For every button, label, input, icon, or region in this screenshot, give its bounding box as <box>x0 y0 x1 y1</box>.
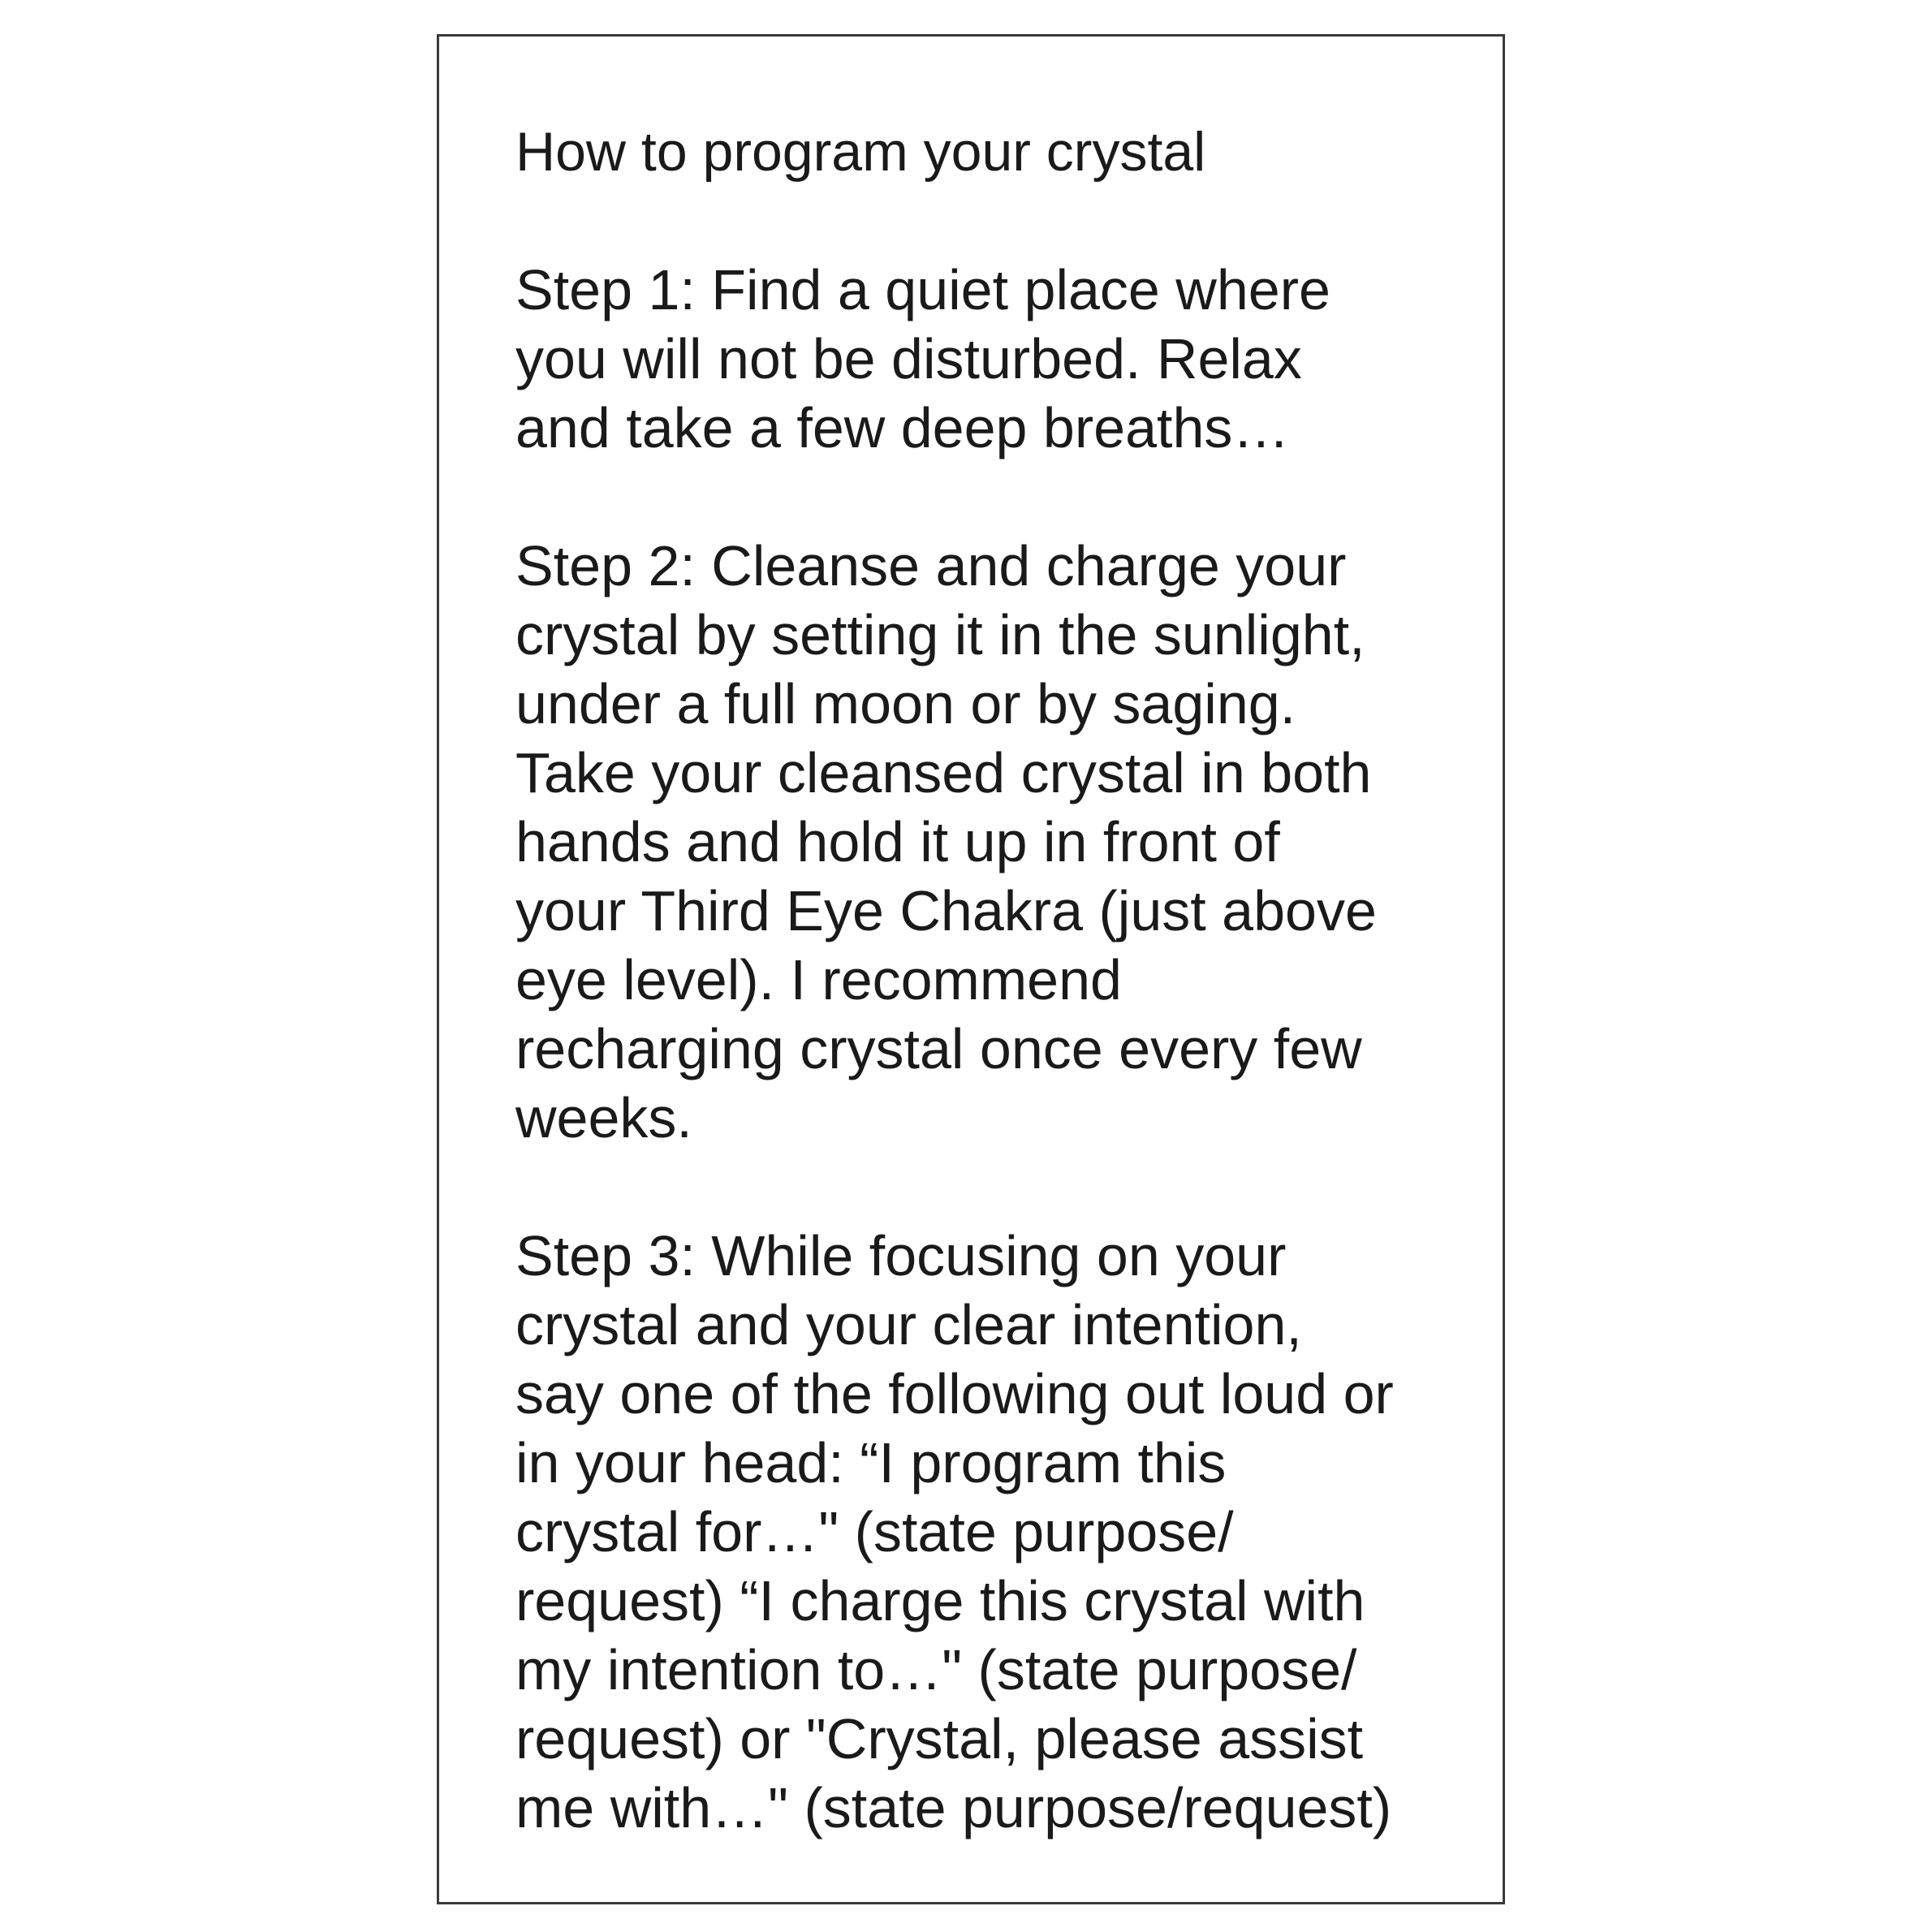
card-title: How to program your crystal <box>515 121 1206 183</box>
card-content <box>515 118 1490 1843</box>
step-1-text: Step 1: Find a quiet place where you will not be disturbed. Relax and take a few deep breaths… <box>515 258 1330 459</box>
instruction-card <box>437 34 1505 1904</box>
step-2-text: Step 2: Cleanse and charge your crystal by setting it in the sunlight, under a full moon or by saging. Take your cleansed crystal in both hands and hold it up in front of your Third Eye Chakra (just above eye level). I recommend recharging crystal once every few weeks. <box>515 534 1377 1149</box>
step-3-text: Step 3: While focusing on your crystal and your clear intention, say one of the following out loud or in your head: “I program this crystal for…" (state purpose/ request) “I charge this crystal with my intention to…" (state purpose/ request) or "Crystal, please assist me with…" (state purpose/request) <box>515 1224 1394 1839</box>
